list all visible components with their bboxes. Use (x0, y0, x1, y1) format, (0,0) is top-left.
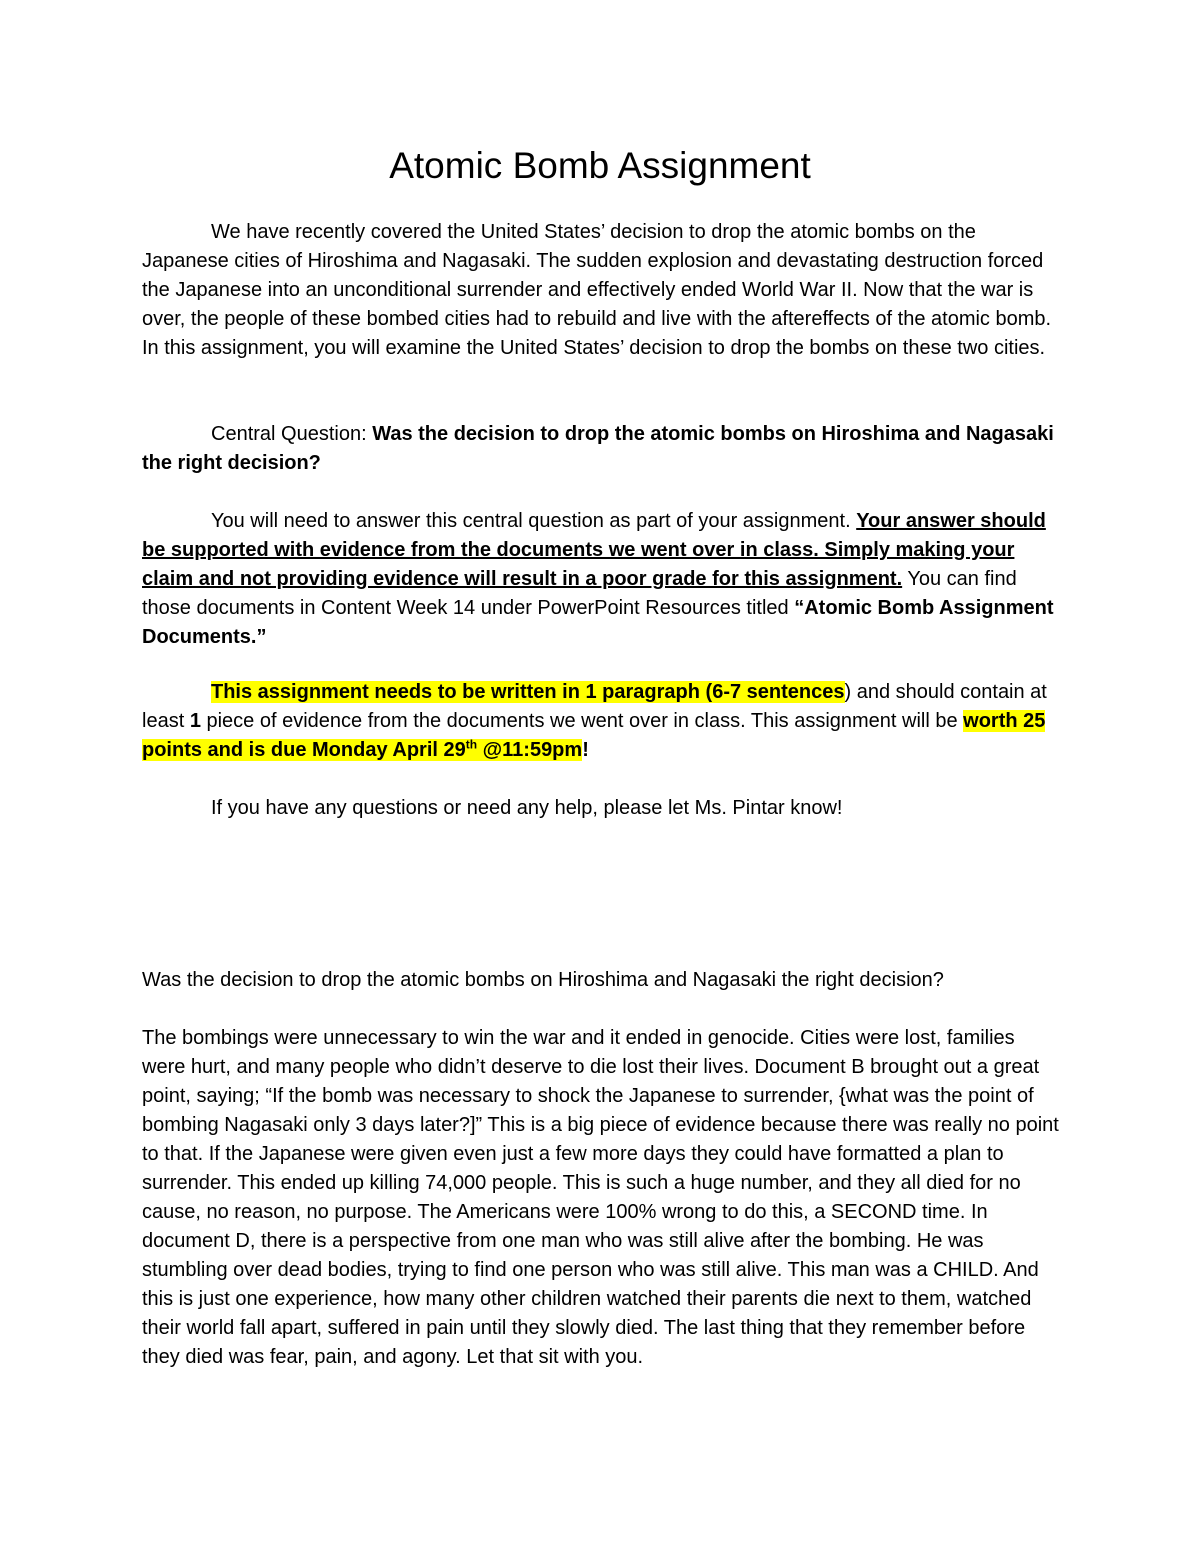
central-question-paragraph (142, 420, 1062, 478)
requirements-text-1: ) and should contain at least (142, 681, 1047, 732)
instructions-text-1: You will need to answer this central question as part of your assignment. (211, 510, 857, 532)
requirements-text-2: piece of evidence from the documents we went over in class. This assignment will be (200, 710, 964, 732)
help-text: If you have any questions or need any help, please let Ms. Pintar know! (211, 797, 843, 819)
instructions-underlined: Your answer should be supported with evidence from the documents we went over in class. Simply making your claim and not providing evidence will result in a poor grade for this assignment. (142, 510, 1046, 590)
requirements-highlight-1: This assignment needs to be written in 1 paragraph (6-7 sentences (211, 681, 845, 703)
requirements-highlight-2-text: worth 25 points and is due Monday April 29 (142, 710, 1046, 761)
requirements-paragraph (142, 678, 1062, 765)
requirements-bold-end: ! (582, 739, 589, 761)
central-question: Was the decision to drop the atomic bombs on Hiroshima and Nagasaki the right decision? (142, 423, 1054, 474)
intro-text: We have recently covered the United States’ decision to drop the atomic bombs on the Japanese cities of Hiroshima and Nagasaki. The sudden explosion and devastating destruction forced the Japanese into an unconditional surrender and effectively ended World War II. Now that the war is over, the people of these bombed cities had to rebuild and live with the aftereffects of the atomic bomb. In this assignment, you will examine the United States’ decision to drop the bombs on these two cities. (142, 221, 1052, 359)
requirements-bold-1: 1 (189, 710, 201, 732)
page-title: Atomic Bomb Assignment (389, 145, 811, 186)
central-question-label: Central Question: (211, 423, 373, 445)
instructions-doc-title: “Atomic Bomb Assignment Documents.” (142, 597, 1054, 648)
requirements-sup: th (465, 737, 478, 752)
instructions-text-2: You can find those documents in Content Week 14 under PowerPoint Resources titled (142, 568, 1017, 619)
answer-paragraph: The bombings were unnecessary to win the war and it ended in genocide. Cities were lost, families were hurt, and many people who didn’t deserve to die lost their lives. Document B brought out a great point, saying; “If the bomb was necessary to shock the Japanese to surrender, {what was the point of bombing Nagasaki only 3 days later?]” This is a big piece of evidence because there was really no point to that. If the Japanese were given even just a few more days they could have formatted a plan to surrender. This ended up killing 74,000 people. This is such a huge number, and they all died for no cause, no reason, no purpose. The Americans were 100% wrong to do this, a SECOND time. In document D, there is a perspective from one man who was still alive after the bombing. He was stumbling over dead bodies, trying to find one person who was still alive. This man was a CHILD. And this is just one experience, how many other children watched their parents die next to them, watched their world fall apart, suffered in pain until they slowly died. The last thing that they remember before they died was fear, pain, and agony. Let that sit with you. (142, 1027, 1059, 1368)
help-paragraph (142, 794, 1062, 823)
intro-paragraph (142, 218, 1062, 363)
answer-question: Was the decision to drop the atomic bombs on Hiroshima and Nagasaki the right decision? (142, 969, 944, 991)
requirements-highlight-3: @11:59pm (477, 739, 583, 761)
instructions-paragraph (142, 507, 1062, 652)
